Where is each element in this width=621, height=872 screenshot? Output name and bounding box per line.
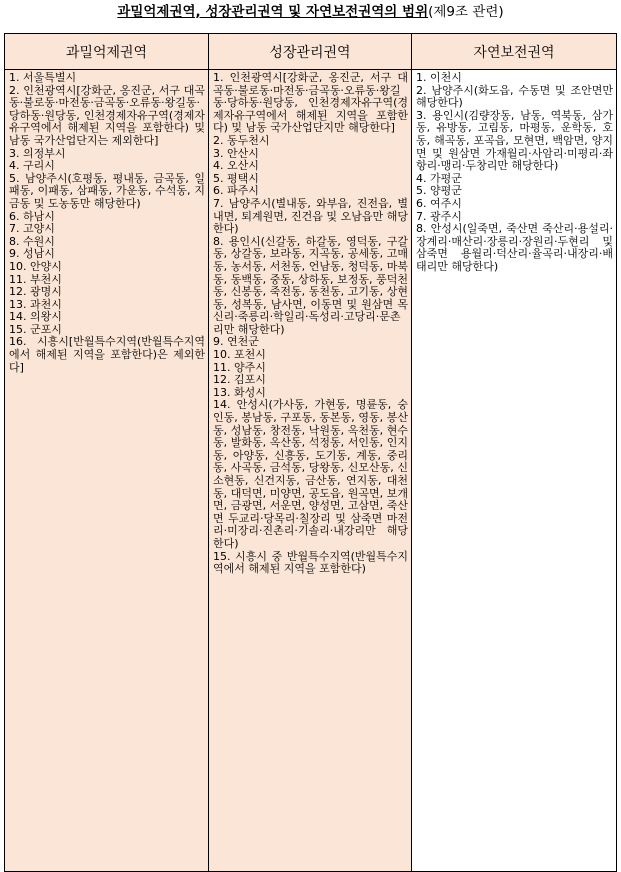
area-item: 12. 김포시 (213, 373, 266, 387)
area-item: 2. 남양주시(화도읍, 수동면 및 조안면만 해당한다) (416, 83, 613, 110)
area-item: 15. 시흥시 중 반월특수지역(반월특수지역에서 해제된 지역을 포함한다) (213, 549, 408, 576)
area-item: 11. 부천시 (9, 272, 62, 286)
column-header-nature-conservation: 자연보전권역 (412, 34, 617, 70)
area-item: 10. 포천시 (213, 348, 266, 362)
growth-management-zone-cell (209, 70, 412, 872)
area-item: 6. 하남시 (9, 209, 55, 223)
nature-conservation-zone-list (416, 72, 613, 274)
area-item: 5. 양평군 (416, 184, 462, 198)
area-item: 4. 가평군 (416, 171, 462, 185)
content-row (5, 70, 617, 872)
area-item: 1. 인천광역시[강화군, 옹진군, 서구 대곡동·불로동·마전동·금곡동·오류동·왕길동·당하동·원당동, 인천경제자유구역(경제자유구역에서 해제된 지역을 포함한다) 및 남동 국가산업단지만 해당한다] (213, 71, 408, 135)
header-row (5, 34, 617, 70)
column-header-overcrowding: 과밀억제권역 (5, 34, 209, 70)
area-item: 8. 안성시(일죽면, 죽산면 죽산리·용설리·장계리·매산리·장릉리·장원리·두현리 및 삼죽면 용월리·덕산리·율곡리·내장리·배태리만 해당한다) (416, 222, 613, 273)
area-item: 9. 성남시 (9, 247, 55, 261)
area-item: 1. 이천시 (416, 71, 462, 84)
area-item: 4. 구리시 (9, 159, 55, 173)
overcrowding-zone-cell (5, 70, 209, 872)
area-item: 5. 평택시 (213, 171, 259, 185)
area-item: 6. 여주시 (416, 196, 462, 210)
title-suffix: (제9조 관련) (428, 4, 504, 20)
area-item: 5. 남양주시(호평동, 평내동, 금곡동, 일패동, 이패동, 삼패동, 가운동, 수석동, 지금동 및 도농동만 해당한다) (9, 171, 205, 210)
area-item: 3. 안산시 (213, 146, 259, 160)
area-item: 4. 오산시 (213, 159, 259, 173)
growth-management-zone-list (213, 72, 408, 576)
document-title (0, 2, 621, 22)
area-item: 3. 의정부시 (9, 146, 66, 160)
area-item: 7. 고양시 (9, 222, 55, 236)
area-item: 16. 시흥시[반월특수지역(반월특수지역에서 해제된 지역을 포함한다)은 제외한다] (9, 335, 205, 374)
area-item: 2. 동두천시 (213, 133, 270, 147)
area-item: 10. 안양시 (9, 259, 62, 273)
column-header-growth-management: 성장관리권역 (209, 34, 412, 70)
area-item: 3. 용인시(김량장동, 남동, 역북동, 삼가동, 유방동, 고림동, 마평동, 운학동, 호동, 해곡동, 포곡읍, 모현면, 백암면, 양지면 및 원삼면 가재월리·사암리·미평리·좌항리·맹리·두창리만 해당한다) (416, 108, 613, 173)
area-item: 2. 인천광역시[강화군, 옹진군, 서구 대곡동·불로동·마전동·금곡동·오류동·왕길동·당하동·원당동, 인천경제자유구역(경제자유구역에서 해제된 지역을 포함한다) 및 남동 국가산업단지는 제외한다] (9, 83, 205, 147)
area-item: 15. 군포시 (9, 322, 62, 336)
area-item: 14. 안성시(가사동, 가현동, 명륜동, 숭인동, 봉남동, 구포동, 동본동, 영동, 봉산동, 성남동, 창전동, 낙원동, 옥천동, 현수동, 발화동, 옥산동, 석정동, 서인동, 인지동, 아양동, 신흥동, 도기동, 계동, 중리동, 사곡동, 금석동, 당왕동, 신모산동, 신소현동, 신건지동, 금산동, 연지동, 대천동, 대덕면, 미양면, 공도읍, 원곡면, 보개면, 금광면, 서운면, 양성면, 고삼면, 죽산면 두교리·당목리·칠장리 및 삼죽면 마전리·미장리·진촌리·기솔리·내강리만 해당한다) (213, 398, 408, 550)
area-item: 12. 광명시 (9, 285, 62, 299)
area-item: 7. 광주시 (416, 209, 462, 223)
area-item: 6. 파주시 (213, 184, 259, 198)
title-main: 과밀억제권역, 성장관리권역 및 자연보전권역의 범위 (117, 4, 429, 20)
area-item: 1. 서울특별시 (9, 71, 77, 84)
area-item: 14. 의왕시 (9, 310, 62, 324)
area-item: 9. 연천군 (213, 335, 259, 349)
area-item: 7. 남양주시(별내동, 와부읍, 진전읍, 별내면, 퇴계원면, 진건읍 및 오남읍만 해당한다) (213, 196, 408, 236)
zones-table (4, 33, 617, 872)
area-item: 11. 양주시 (213, 360, 266, 374)
area-item: 13. 화성시 (213, 385, 266, 399)
area-item: 13. 과천시 (9, 297, 62, 311)
area-item: 8. 용인시(신갈동, 하갈동, 영덕동, 구갈동, 상갈동, 보라동, 지곡동, 공세동, 고매동, 농서동, 서천동, 언남동, 청덕동, 마북동, 동백동, 중동, 상하동, 보정동, 풍덕천동, 신봉동, 죽전동, 동천동, 고기동, 상현동, 성복동, 남사면, 이동면 및 원삼면 목신리·죽릉리·학일리·독성리·고당리·문촌리만 해당한다) (213, 234, 408, 336)
area-item: 8. 수원시 (9, 234, 55, 248)
nature-conservation-zone-cell (412, 70, 617, 872)
overcrowding-zone-list (9, 72, 205, 374)
